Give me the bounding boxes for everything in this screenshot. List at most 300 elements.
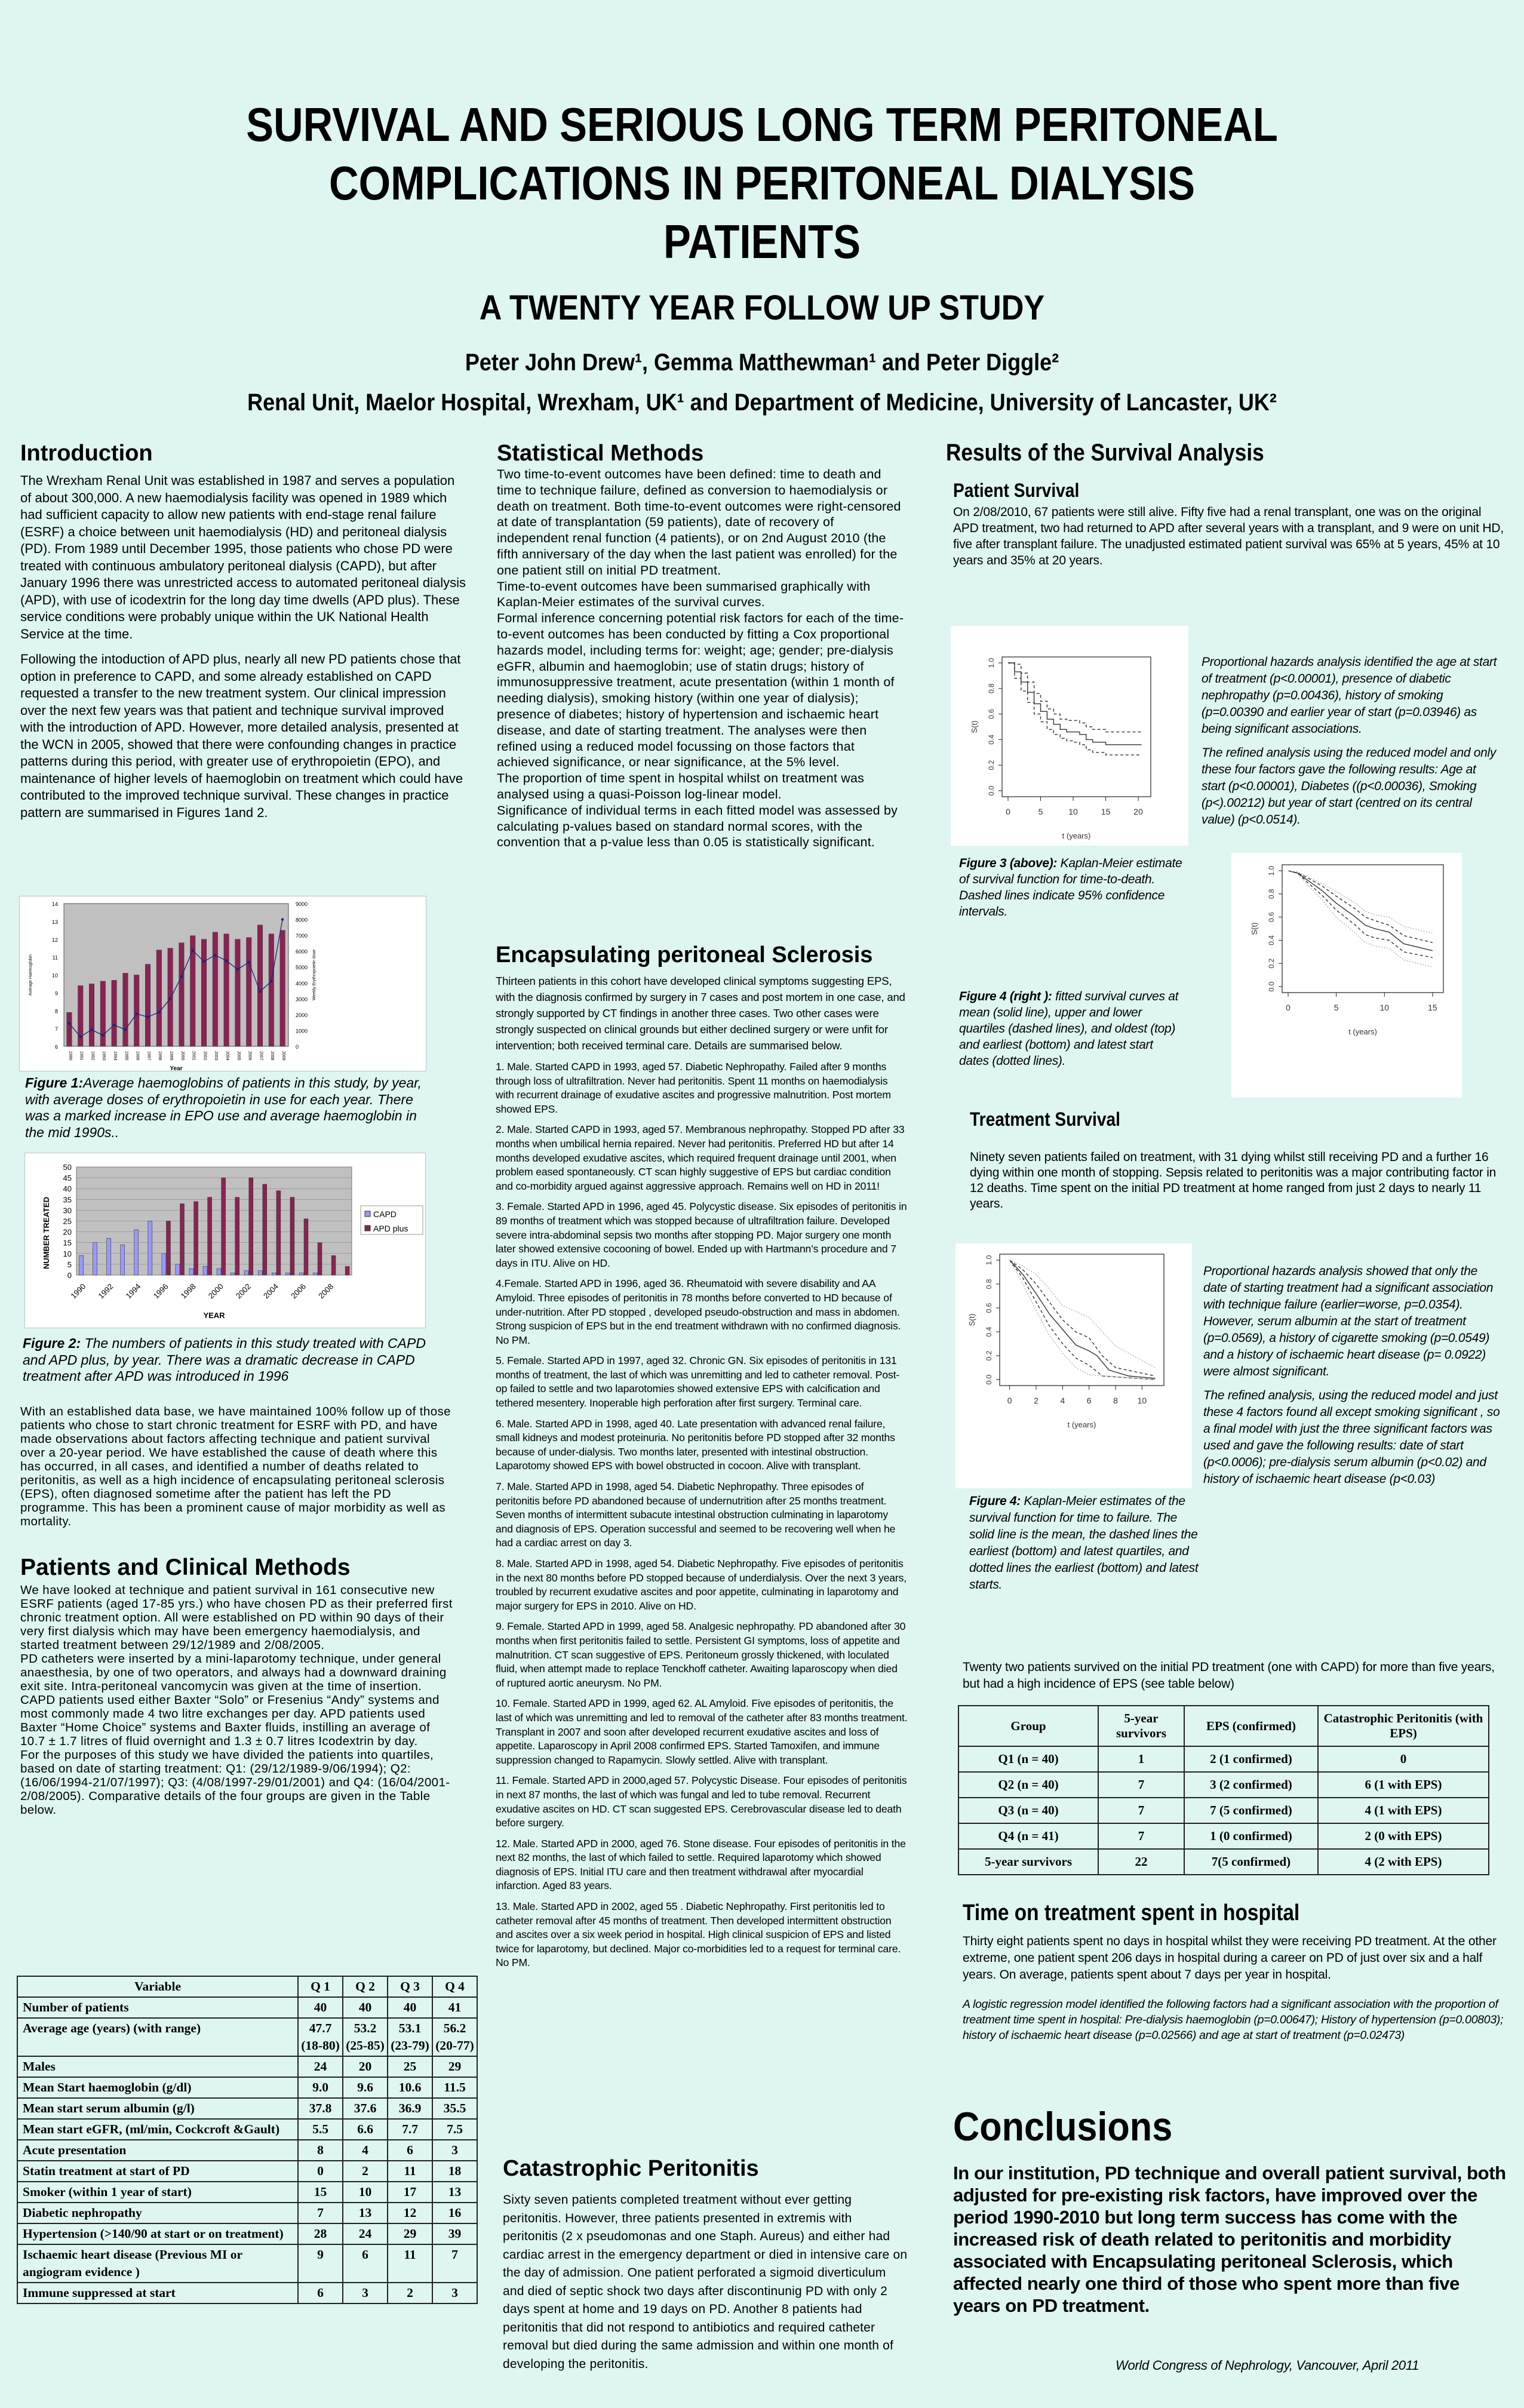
y-tick-label: 0.8 xyxy=(985,1279,993,1289)
x-tick-label: 4 xyxy=(1060,1396,1065,1405)
y-tick-label: 0.8 xyxy=(987,683,995,694)
x-tick-label: 2006 xyxy=(247,1051,252,1061)
table-row xyxy=(17,2203,477,2223)
y-tick-label: 0.6 xyxy=(987,709,995,719)
x-tick-label: 2002 xyxy=(202,1051,207,1061)
x-tick-label: 1997 xyxy=(146,1051,151,1061)
haemoglobin-bar xyxy=(257,925,262,1046)
y-tick-label: 1.0 xyxy=(1267,865,1276,876)
epo-point xyxy=(79,1036,81,1038)
y-tick-label: 6 xyxy=(54,1044,58,1050)
epo-point xyxy=(90,1028,93,1031)
figure-3-label: Figure 3 (above): xyxy=(959,856,1058,870)
epo-point xyxy=(158,1011,160,1013)
epo-point xyxy=(214,954,216,956)
x-tick-label: 0 xyxy=(1006,807,1010,816)
x-tick-label: 1999 xyxy=(169,1051,174,1061)
y-axis-label: NUMBER TREATED xyxy=(42,1196,51,1270)
capd-bar xyxy=(148,1221,152,1276)
survival-curve-dashed xyxy=(1288,871,1433,958)
figure-4-right-caption-text: fitted survival curves at mean (solid line), upper and lower quartiles (dashed lines), and oldest (top) and earliest (bottom) and latest start dates (dotted lines). xyxy=(959,990,1179,1068)
table-cell-value: 7 xyxy=(432,2244,477,2283)
table-cell: 0 xyxy=(1318,1746,1489,1772)
table-cell-variable: Smoker (within 1 year of start) xyxy=(17,2182,298,2203)
y2-tick-label: 8000 xyxy=(296,917,308,923)
table-row xyxy=(17,2283,477,2303)
table-cell: Q2 (n = 40) xyxy=(958,1772,1098,1798)
patient-survival-heading: Patient Survival xyxy=(953,480,1080,501)
legend-label: CAPD xyxy=(373,1209,397,1219)
table-cell-value: 25 xyxy=(388,2056,432,2077)
figure-4-label: Figure 4: xyxy=(969,1494,1021,1508)
plot-frame xyxy=(1002,657,1151,797)
catastrophic-heading: Catastrophic Peritonitis xyxy=(503,2156,759,2181)
table-cell-value: 12 xyxy=(388,2203,432,2223)
haemoglobin-bar xyxy=(168,948,173,1046)
figure-2-caption xyxy=(23,1335,435,1385)
quartile-comparison-table xyxy=(17,1976,478,2304)
x-tick-label: 1994 xyxy=(113,1051,118,1061)
x-tick-label: 8 xyxy=(1113,1396,1118,1405)
figure-4-right-caption xyxy=(959,988,1186,1069)
x-tick-label: 1996 xyxy=(135,1051,140,1061)
survival-curve-solid xyxy=(1288,871,1433,951)
y2-tick-label: 5000 xyxy=(296,965,308,971)
plot-frame xyxy=(1282,865,1443,993)
x-axis-label: Year xyxy=(170,1065,183,1071)
haemoglobin-bar xyxy=(247,938,251,1046)
authors: Peter John Drew¹, Gemma Matthewman¹ and Peter Diggle² xyxy=(465,349,1059,376)
x-tick-label: 2006 xyxy=(289,1282,308,1301)
table-cell: 1 (0 confirmed) xyxy=(1184,1823,1318,1849)
figure-1-caption xyxy=(25,1075,431,1141)
haemoglobin-bar xyxy=(224,934,229,1046)
epo-point xyxy=(180,975,183,978)
eps-case: 2. Male. Started CAPD in 1993, aged 57. Membranous nephropathy. Stopped PD after 33 months when umbilical hernia repaired. Never had peritonitis. Preferred HD but after 14 months developed exudative ascites, which required frequent drainage until 2001, when problem eased spontaneously. CT scan highly suggestive of EPS but cardiac condition and co-morbidity argued against aggressive approach. Remains well on HD in 2011! xyxy=(496,1123,905,1192)
figure-2-chart xyxy=(24,1153,426,1328)
table-cell-value: 7.7 xyxy=(388,2119,432,2140)
capd-bar xyxy=(176,1264,180,1275)
y2-tick-label: 4000 xyxy=(296,980,308,987)
table-cell-value: 7 xyxy=(298,2203,343,2223)
y-tick-label: 7 xyxy=(54,1026,58,1033)
epo-point xyxy=(135,1012,137,1015)
table-cell-value: 9.6 xyxy=(343,2077,388,2098)
epo-point xyxy=(236,968,239,970)
table-cell-value: 2 xyxy=(388,2283,432,2303)
column-header: Q 1 xyxy=(298,1976,343,1997)
plot-area xyxy=(64,904,288,1046)
eps-case-list xyxy=(496,1060,908,1970)
treatment-survival-paragraph: Ninety seven patients failed on treatment, with 31 dying whilst still receiving PD and a further 16 dying within one month of stopping. Sepsis related to peritonitis was a major contributing factor in 12 deaths. Time spent on the initial PD treatment at home ranged from just 2 days to nearly 11 years. xyxy=(970,1150,1497,1211)
figure-4-right-label: Figure 4 (right ): xyxy=(959,990,1052,1003)
introduction-paragraph: Following the intoduction of APD plus, nearly all new PD patients chose that option in preference to CAPD, and some already established on CAPD requested a transfer to the new treatment system. Our clinical impression over the next few years was that patient and technique survival improved with the introduction of APD. However, more detailed analysis, presented at the WCN in 2005, showed that there were confounding changes in practice patterns during this period, with greater use of erythropoietin (EPO), and maintenance of higher levels of haemoglobin on treatment which could have contributed to the improved technique survival. These changes in practice pattern are summarised in Figures 1and 2. xyxy=(20,652,463,820)
y-axis-label: S(t) xyxy=(967,1313,976,1326)
epo-point xyxy=(202,960,205,963)
y-tick-label: 0.4 xyxy=(987,735,995,745)
table-cell-variable: Statin treatment at start of PD xyxy=(17,2161,298,2182)
table-cell: 7 xyxy=(1098,1772,1184,1798)
y2-tick-label: 6000 xyxy=(296,948,308,955)
figure-2-label: Figure 2: xyxy=(23,1335,81,1351)
x-tick-label: 1996 xyxy=(151,1282,170,1301)
y-tick-label: 40 xyxy=(63,1184,72,1194)
eps-case: 3. Female. Started APD in 1996, aged 45. Polycystic disease. Six episodes of peritonitis in 89 months of treatment which was stopped because of ultrafiltration failure. Developed severe intra-abdominal sepsis two months after stopping PD. Major surgery one month later showed extensive cocooning of bowel. Ended up with Hartmann’s procedure and 7 days in ITU. Alive on HD. xyxy=(496,1200,907,1269)
table-cell-value: 11 xyxy=(388,2161,432,2182)
x-tick-label: 2000 xyxy=(180,1051,185,1061)
table-cell-value: 6 xyxy=(343,2244,388,2283)
table-cell-variable: Mean Start haemoglobin (g/dl) xyxy=(17,2077,298,2098)
apd-plus-bar xyxy=(290,1197,294,1275)
y-tick-label: 0.6 xyxy=(1267,912,1276,922)
survival-curve-dashed xyxy=(1010,1260,1156,1376)
y2-tick-label: 9000 xyxy=(296,901,308,907)
haemoglobin-bar xyxy=(89,984,94,1046)
table-cell-value: 3 xyxy=(432,2283,477,2303)
y2-tick-label: 3000 xyxy=(296,996,308,1003)
affiliation: Renal Unit, Maelor Hospital, Wrexham, UK¹ and Department of Medicine, University of Lancaster, UK² xyxy=(247,389,1277,416)
table-cell: Q1 (n = 40) xyxy=(958,1746,1098,1772)
apd-plus-bar xyxy=(235,1197,239,1275)
tf-paragraph: Proportional hazards analysis showed that only the date of starting treatment had a significant association with technique failure (earlier=worse, p=0.0354). However, serum albumin at the start of treatment (p=0.0569), a history of cigarette smoking (p=0.0549) and a history of ischaemic heart disease (p= 0.0922) were almost significant. xyxy=(1203,1264,1494,1378)
table-cell: 4 (2 with EPS) xyxy=(1318,1849,1489,1875)
plot-frame xyxy=(1000,1254,1164,1386)
table-cell-variable: Ischaemic heart disease (Previous MI or angiogram evidence ) xyxy=(17,2244,298,2283)
x-tick-label: 1995 xyxy=(124,1051,128,1061)
table-cell: 1 xyxy=(1098,1746,1184,1772)
poster-title: SURVIVAL AND SERIOUS LONG TERM PERITONEAL COMPLICATIONS IN PERITONEAL DIALYSIS PATIENTS xyxy=(246,98,1278,268)
five-year-survivors-table xyxy=(958,1705,1489,1875)
table-cell: 7 (5 confirmed) xyxy=(1184,1798,1318,1823)
x-tick-label: 2008 xyxy=(317,1282,336,1301)
figure-3-chart xyxy=(951,626,1188,846)
eps-heading: Encapsulating peritoneal Sclerosis xyxy=(496,942,873,968)
capd-bar xyxy=(121,1245,125,1275)
table-cell-value: 24 xyxy=(343,2223,388,2244)
y-axis-label: S(t) xyxy=(970,720,979,733)
capd-bar xyxy=(313,1273,317,1275)
table-cell-value: 8 xyxy=(298,2140,343,2161)
eps-case: 9. Female. Started APD in 1999, aged 58. Analgesic nephropathy. PD abandoned after 30 months when first peritonitis failed to settle. Persistent GI symptoms, loss of appetite and malnutrition. CT scan suggestive of EPS. Peritoneum grossly thickened, with loculated fluid, when attempt made to replace Tenckhoff catheter. Awaiting laparoscopy when died of ruptured aortic aneurysm. No PM. xyxy=(496,1620,906,1689)
capd-bar xyxy=(79,1255,84,1275)
x-tick-label: 1992 xyxy=(90,1051,95,1061)
x-tick-label: 10 xyxy=(1137,1396,1147,1405)
table-cell-value: 9 xyxy=(298,2244,343,2283)
apd-plus-bar xyxy=(167,1221,171,1276)
stats-paragraph: Time-to-event outcomes have been summarised graphically with Kaplan-Meier estimates of the survival curves. xyxy=(497,579,871,610)
legend-label: APD plus xyxy=(373,1224,408,1233)
table-cell-value: 6 xyxy=(388,2140,432,2161)
eps-case: 5. Female. Started APD in 1997, aged 32. Chronic GN. Six episodes of peritonitis in 131 months of treatment, the last of which was unremitting and led to catheter removal. Post-op failed to settle and two laparotomies showed extensive EPS with calcification and tethered mesentery. Inoperable high perforation after first surgery. Terminal care. xyxy=(496,1354,900,1409)
conclusions-heading: Conclusions xyxy=(953,2104,1173,2149)
table-cell-value: 40 xyxy=(388,1997,432,2018)
column-header: Q 2 xyxy=(343,1976,388,1997)
y-tick-label: 0.4 xyxy=(1267,935,1276,945)
epo-point xyxy=(270,980,272,982)
x-tick-label: 5 xyxy=(1038,807,1043,816)
table-cell-value: 53.2 (25-85) xyxy=(343,2018,388,2056)
figure-1-caption-text: Average haemoglobins of patients in this study, by year, with average doses of erythropoietin in use for each year. There was a marked increase in EPO use and average haemoglobin in the mid 1990s.. xyxy=(25,1075,422,1140)
x-tick-label: 2005 xyxy=(236,1051,241,1061)
figure-4-caption xyxy=(969,1493,1199,1593)
epo-point xyxy=(225,959,228,962)
apd-plus-bar xyxy=(249,1178,253,1275)
x-tick-label: 1994 xyxy=(124,1282,143,1301)
table-cell: 7 xyxy=(1098,1823,1184,1849)
table-cell-value: 10 xyxy=(343,2182,388,2203)
figure-1-label: Figure 1: xyxy=(25,1075,84,1091)
table-row xyxy=(958,1746,1489,1772)
patients-methods-heading: Patients and Clinical Methods xyxy=(20,1555,351,1580)
survival-curve-dashed xyxy=(1010,1260,1156,1380)
x-tick-label: 2003 xyxy=(214,1051,219,1061)
table-cell-value: 28 xyxy=(298,2223,343,2244)
capd-bar xyxy=(217,1268,221,1275)
table-row xyxy=(17,2140,477,2161)
x-tick-label: 2000 xyxy=(206,1282,225,1301)
table-cell-value: 40 xyxy=(298,1997,343,2018)
epo-point xyxy=(146,1016,149,1018)
column-header: Group xyxy=(958,1706,1098,1746)
apd-plus-bar xyxy=(208,1197,212,1275)
table-cell-variable: Mean start eGFR, (ml/min, Cockcroft &Gault) xyxy=(17,2119,298,2140)
table-cell-value: 13 xyxy=(432,2182,477,2203)
table-cell: 6 (1 with EPS) xyxy=(1318,1772,1489,1798)
capd-bar xyxy=(244,1271,248,1275)
x-axis-label: YEAR xyxy=(203,1311,225,1320)
y-tick-label: 5 xyxy=(67,1260,72,1269)
table-cell-value: 37.8 xyxy=(298,2098,343,2119)
x-axis-label: t (years) xyxy=(1067,1420,1096,1429)
table-cell-value: 17 xyxy=(388,2182,432,2203)
column-header: EPS (confirmed) xyxy=(1184,1706,1318,1746)
epo-point xyxy=(169,997,171,1000)
table-cell-value: 53.1 (23-79) xyxy=(388,2018,432,2056)
legend-swatch xyxy=(365,1226,370,1231)
table-row xyxy=(958,1798,1489,1823)
table-cell-value: 4 xyxy=(343,2140,388,2161)
table-cell-value: 18 xyxy=(432,2161,477,2182)
table-cell-variable: Hypertension (>140/90 at start or on treatment) xyxy=(17,2223,298,2244)
apd-plus-bar xyxy=(263,1184,267,1275)
eps-case: 8. Male. Started APD in 1998, aged 54. Diabetic Nephropathy. Five episodes of peritonitis in the next 80 months before PD stopped because of underdialysis. Over the next 3 years, troubled by recurrent exudative ascites and poor appetite, culminating in laparotomy and major surgery for EPS in 2010. Alive on HD. xyxy=(496,1558,907,1612)
apd-plus-bar xyxy=(194,1202,198,1275)
table-cell-value: 24 xyxy=(298,2056,343,2077)
epo-point xyxy=(102,1034,104,1036)
x-tick-label: 15 xyxy=(1101,807,1111,816)
table-cell-value: 47.7 (18-80) xyxy=(298,2018,343,2056)
table-cell-variable: Acute presentation xyxy=(17,2140,298,2161)
y2-tick-label: 0 xyxy=(296,1044,299,1050)
y-tick-label: 12 xyxy=(51,936,58,943)
x-tick-label: 1990 xyxy=(69,1282,88,1301)
table-header-row xyxy=(17,1976,477,1997)
haemoglobin-bar xyxy=(134,975,139,1047)
x-tick-label: 10 xyxy=(1379,1003,1390,1012)
table-cell: 7 xyxy=(1098,1798,1184,1823)
capd-bar xyxy=(189,1268,193,1275)
haemoglobin-epo-chart xyxy=(20,896,426,1071)
capd-bar xyxy=(93,1243,97,1275)
tf-paragraph: The refined analysis, using the reduced model and just these 4 factors found all except smoking significant , so a final model with just the three significant factors was used and gave the following results: date of start (p<0.0006); pre-dialysis serum albumin (p<0.02) and history of ischaemic heart disease (p<0.03) xyxy=(1203,1389,1500,1486)
haemoglobin-bar xyxy=(156,950,161,1046)
x-tick-label: 5 xyxy=(1334,1003,1339,1012)
capd-bar xyxy=(107,1238,111,1275)
table-cell-value: 0 xyxy=(298,2161,343,2182)
table-cell-value: 3 xyxy=(432,2140,477,2161)
y-tick-label: 1.0 xyxy=(985,1255,993,1266)
x-tick-label: 2001 xyxy=(191,1051,196,1061)
table-cell: 2 (0 with EPS) xyxy=(1318,1823,1489,1849)
eps-case: 10. Female. Started APD in 1999, aged 62. AL Amyloid. Five episodes of peritonitis, the last of which was unremitting and led to removal of the catheter after 83 months treatment. Transplant in 2007 and soon after developed recurrent exudative ascites and loss of appetite. Laparoscopy in April 2008 confirmed EPS. Started Tamoxifen, and immune suppression changed to Rapamycin. Slowly settled. Alive with transplant. xyxy=(496,1697,908,1766)
y2-axis-label: Weekly Erythropoietin dose xyxy=(312,949,317,1001)
capd-bar xyxy=(258,1271,262,1275)
stats-paragraph: Formal inference concerning potential risk factors for each of the time-to-event outcomes has been conducted by fitting a Cox proportional hazards model, including terms for: weight; age; gender; pre-dialysis eGFR, albumin and haemoglobin; use of statin drugs; history of immunosuppressive treatment, acute presentation (within 1 month of needing dialysis), smoking history (within one year of dialysis); presence of diabetes; history of hypertension and ischaemic heart disease, and date of starting treatment. The analyses were then refined using a reduced model focussing on those factors that achieved significance, or near significance, at the 5% level. xyxy=(497,611,904,770)
y-tick-label: 11 xyxy=(52,954,58,961)
epo-point xyxy=(113,1024,115,1026)
table-cell-value: 35.5 xyxy=(432,2098,477,2119)
fitted-survival-chart xyxy=(1231,853,1462,1098)
table-cell-value: 13 xyxy=(343,2203,388,2223)
table-row xyxy=(17,2182,477,2203)
x-tick-label: 1993 xyxy=(102,1051,106,1061)
table-cell-value: 9.0 xyxy=(298,2077,343,2098)
stats-paragraph: Two time-to-event outcomes have been defined: time to death and time to technique failure, defined as conversion to haemodialysis or death on treatment. Both time-to-event outcomes were right-censored at date of transplantation (59 patients), date of recovery of independent renal function (4 patients), or on 2nd August 2010 (the fifth anniversary of the day when the last patient was enrolled) for the one patient still on initial PD treatment. xyxy=(497,467,901,578)
introduction-paragraph: The Wrexham Renal Unit was established in 1987 and serves a population of about 300,000. A new haemodialysis facility was opened in 1989 which had sufficient capacity to allow new patients with end-stage renal failure (ESRF) a choice between unit haemodialysis (HD) and peritoneal dialysis (PD). From 1989 until December 1995, those patients who chose PD were treated with continuous ambulatory peritoneal dialysis (CAPD), but after January 1996 there was unrestricted access to automated peritoneal dialysis (APD), with use of icodextrin for the long day time dwells (APD plus). These service conditions were probably unique within the UK National Health Service at the time. xyxy=(20,473,466,641)
x-tick-label: 1998 xyxy=(158,1051,162,1061)
capd-bar xyxy=(272,1273,276,1275)
figure-1-chart xyxy=(19,896,426,1071)
table-cell-value: 3 xyxy=(343,2283,388,2303)
eps-case: 1. Male. Started CAPD in 1993, aged 57. Diabetic Nephropathy. Failed after 9 months through loss of ultrafiltration. Never had peritonitis. Spent 11 months on haemodialysis with recurrent drainage of exudative ascites and progressive malnutrition. Post mortem showed EPS. xyxy=(496,1061,891,1115)
capd-bar xyxy=(285,1273,290,1275)
table-row xyxy=(958,1772,1489,1798)
table-cell-value: 5.5 xyxy=(298,2119,343,2140)
survival-curve-dotted xyxy=(1010,1260,1156,1368)
x-tick-label: 15 xyxy=(1428,1003,1437,1012)
y-tick-label: 15 xyxy=(63,1238,72,1248)
y-tick-label: 0.4 xyxy=(985,1326,993,1337)
x-tick-label: 6 xyxy=(1086,1396,1092,1405)
ph-paragraph: Proportional hazards analysis identified the age at start of treatment (p<0.00001), presence of diabetic nephropathy (p=0.00436), history of smoking (p=0.00390 and earlier year of start (p=0.03946) as being significant associations. xyxy=(1202,655,1497,736)
table-cell-variable: Mean start serum albumin (g/l) xyxy=(17,2098,298,2119)
y-tick-label: 9 xyxy=(54,990,58,997)
apd-plus-bar xyxy=(318,1243,322,1275)
column-header: 5-year survivors xyxy=(1098,1706,1184,1746)
table-cell-value: 20 xyxy=(343,2056,388,2077)
x-tick-label: 2004 xyxy=(261,1282,281,1301)
x-tick-label: 0 xyxy=(1286,1003,1291,1012)
ph-paragraph: The refined analysis using the reduced model and only these four factors gave the following results: Age at start (p<0.00001), Diabetes ((p<0.00036), Smoking (p<).00212) but year of start (centred on its central value) (p<0.0514). xyxy=(1202,746,1497,827)
y2-tick-label: 1000 xyxy=(296,1028,308,1034)
figure-4-right-chart xyxy=(1231,853,1462,1098)
table-cell-value: 29 xyxy=(432,2056,477,2077)
epo-point xyxy=(68,1022,70,1024)
followup-paragraph: With an established data base, we have maintained 100% follow up of those patients who chose to start chronic treatment for ESRF with PD, and have made observations about factors affecting technique and patient survival over a 20-year period. We have established the cause of death where this has occurred, in all cases, and identified a number of deaths related to peritonitis, as well as a high incidence of encapsulating peritoneal sclerosis (EPS), often diagnosed sometime after the patient has left the PD programme. This has been a prominent cause of major morbidity as well as mortality. xyxy=(20,1405,451,1528)
catastrophic-section xyxy=(503,2156,909,2373)
haemoglobin-bar xyxy=(100,981,105,1046)
conference-footer: World Congress of Nephrology, Vancouver, April 2011 xyxy=(1116,2358,1419,2373)
y2-tick-label: 2000 xyxy=(296,1012,308,1018)
table-cell-value: 16 xyxy=(432,2203,477,2223)
table-cell-variable: Average age (years) (with range) xyxy=(17,2018,298,2056)
x-tick-label: 2004 xyxy=(225,1051,230,1061)
followup-section xyxy=(20,1405,453,1817)
results-heading: Results of the Survival Analysis xyxy=(946,440,1264,466)
table-cell-value: 40 xyxy=(343,1997,388,2018)
table-row xyxy=(958,1849,1489,1875)
survival-curve-dotted xyxy=(1288,871,1433,933)
eps-section xyxy=(496,942,908,1970)
capd-bar xyxy=(231,1273,235,1275)
eps-case: 6. Male. Started APD in 1998, aged 40. Late presentation with advanced renal failure, small kidneys and modest proteinuria. No peritonitis before PD stopped after 32 months because of under-dialysis. Two months later, presented with intestinal obstruction. Laparotomy showed EPS with bowel obstructed in cocoon. Alive with transplant. xyxy=(496,1417,895,1472)
table-cell-variable: Number of patients xyxy=(17,1997,298,2018)
treatment-survival-heading: Treatment Survival xyxy=(970,1108,1120,1130)
eps-case: 7. Male. Started APD in 1998, aged 54. Diabetic Nephropathy. Three episodes of peritonitis before PD abandoned because of undernutrition after 25 months treatment. Seven months of intermittent subacute intestinal obstruction culminating in laparotomy and diagnosis of EPS. Operation successful and seemed to be recovering well when he had a cardiac arrest on day 3. xyxy=(496,1481,896,1549)
table-cell-value: 11 xyxy=(388,2244,432,2283)
poster-subtitle: A TWENTY YEAR FOLLOW UP STUDY xyxy=(479,288,1045,327)
y-tick-label: 0.0 xyxy=(1267,981,1276,992)
y-tick-label: 1.0 xyxy=(987,658,995,668)
patients-paragraph: For the purposes of this study we have divided the patients into quartiles, based on date of starting treatment: Q1: (29/12/1989-9/06/1994); Q2: (16/06/1994-21/07/1997); Q3: (4/08/1997-29/01/2001) and Q4: (16/04/2001-2/08/2005). Comparative details of the four groups are given in the Table below. xyxy=(20,1748,450,1817)
conclusions-text: In our institution, PD technique and overall patient survival, both adjusted for pre-existing risk factors, have improved over the period 1990-2010 but long term success has come with the increased risk of death related to peritonitis and morbidity associated with Encapsulating peritoneal Sclerosis, which affected nearly one third of those who spent more than five years on PD treatment. xyxy=(953,2163,1506,2316)
y-tick-label: 0.0 xyxy=(985,1374,993,1385)
patients-paragraph: PD catheters were inserted by a mini-laparotomy technique, under general anaesthesia, by one of two operators, and always had a downward draining exit site. Intra-peritoneal vancomycin was given at the time of insertion. CAPD patients used either Baxter “Solo” or Fresenius “Andy” systems and most commonly made 4 two litre exchanges per day. APD patients used Baxter “Home Choice” systems and Baxter fluids, instilling an average of 10.7 ± 1.7 litres of fluid overnight and 1.3 ± 0.7 litres Icodextrin by day. xyxy=(20,1652,447,1748)
x-axis-label: t (years) xyxy=(1062,831,1091,840)
capd-apd-chart xyxy=(25,1153,425,1328)
haemoglobin-bar xyxy=(269,934,274,1046)
y-tick-label: 0.2 xyxy=(1267,958,1276,969)
treatment-survival-section xyxy=(970,1108,1507,1212)
table-cell: 7(5 confirmed) xyxy=(1184,1849,1318,1875)
table-cell-value: 41 xyxy=(432,1997,477,2018)
haemoglobin-bar xyxy=(179,943,184,1046)
table-row xyxy=(958,1823,1489,1849)
table-cell-value: 11.5 xyxy=(432,2077,477,2098)
table-header-row xyxy=(958,1706,1489,1746)
figure-3-caption-text: Kaplan-Meier estimate of survival function for time-to-death. Dashed lines indicate 95% confidence intervals. xyxy=(959,856,1182,919)
eps-case: 12. Male. Started APD in 2000, aged 76. Stone disease. Four episodes of peritonitis in the next 82 months, the last of which failed to settle. Required laparotomy which showed diagnosis of EPS. Initial ITU care and then treatment withdrawal after myocardial infarction. Aged 83 years. xyxy=(496,1837,906,1892)
apd-plus-bar xyxy=(331,1255,336,1275)
survivors-paragraph: Twenty two patients survived on the initial PD treatment (one with CAPD) for more than five years, but had a high incidence of EPS (see table below) xyxy=(963,1660,1495,1691)
conclusions-section xyxy=(953,2103,1508,2317)
figure-3-caption xyxy=(959,855,1186,920)
proportional-hazards-text xyxy=(1202,654,1500,828)
y-tick-label: 13 xyxy=(51,919,58,925)
y-tick-label: 45 xyxy=(63,1174,72,1183)
y-axis-label: Average Haemoglobin xyxy=(29,954,33,996)
y-tick-label: 0.2 xyxy=(987,760,995,770)
epo-point xyxy=(259,990,261,993)
table-row xyxy=(17,2223,477,2244)
table-cell-value: 37.6 xyxy=(343,2098,388,2119)
table-cell-value: 7.5 xyxy=(432,2119,477,2140)
capd-bar xyxy=(299,1273,303,1275)
table-cell-variable: Immune suppressed at start xyxy=(17,2283,298,2303)
column-header: Catastrophic Peritonitis (with EPS) xyxy=(1318,1706,1489,1746)
hospital-paragraph: Thirty eight patients spent no days in hospital whilst they were receiving PD treatment. At the other extreme, one patient spent 206 days in hospital during a career on PD of just over six and a half years. On average, patients spent about 7 days per year in hospital. xyxy=(963,1934,1497,1982)
figure-2-caption-text: The numbers of patients in this study treated with CAPD and APD plus, by year. There was a dramatic decrease in CAPD treatment after APD was introduced in 1996 xyxy=(23,1335,426,1384)
table-row xyxy=(17,2244,477,2283)
table-cell: Q4 (n = 41) xyxy=(958,1823,1098,1849)
stats-paragraph: Significance of individual terms in each fitted model was assessed by calculating p-values based on standard normal scores, with the convention that a p-value less than 0.05 is statistically significant. xyxy=(497,803,898,850)
column-header: Q 3 xyxy=(388,1976,432,1997)
survival-curve-dotted xyxy=(1288,871,1433,967)
column-header: Variable xyxy=(17,1976,298,1997)
y2-tick-label: 7000 xyxy=(296,933,308,939)
table-cell: 3 (2 confirmed) xyxy=(1184,1772,1318,1798)
table-cell: 5-year survivors xyxy=(958,1849,1098,1875)
